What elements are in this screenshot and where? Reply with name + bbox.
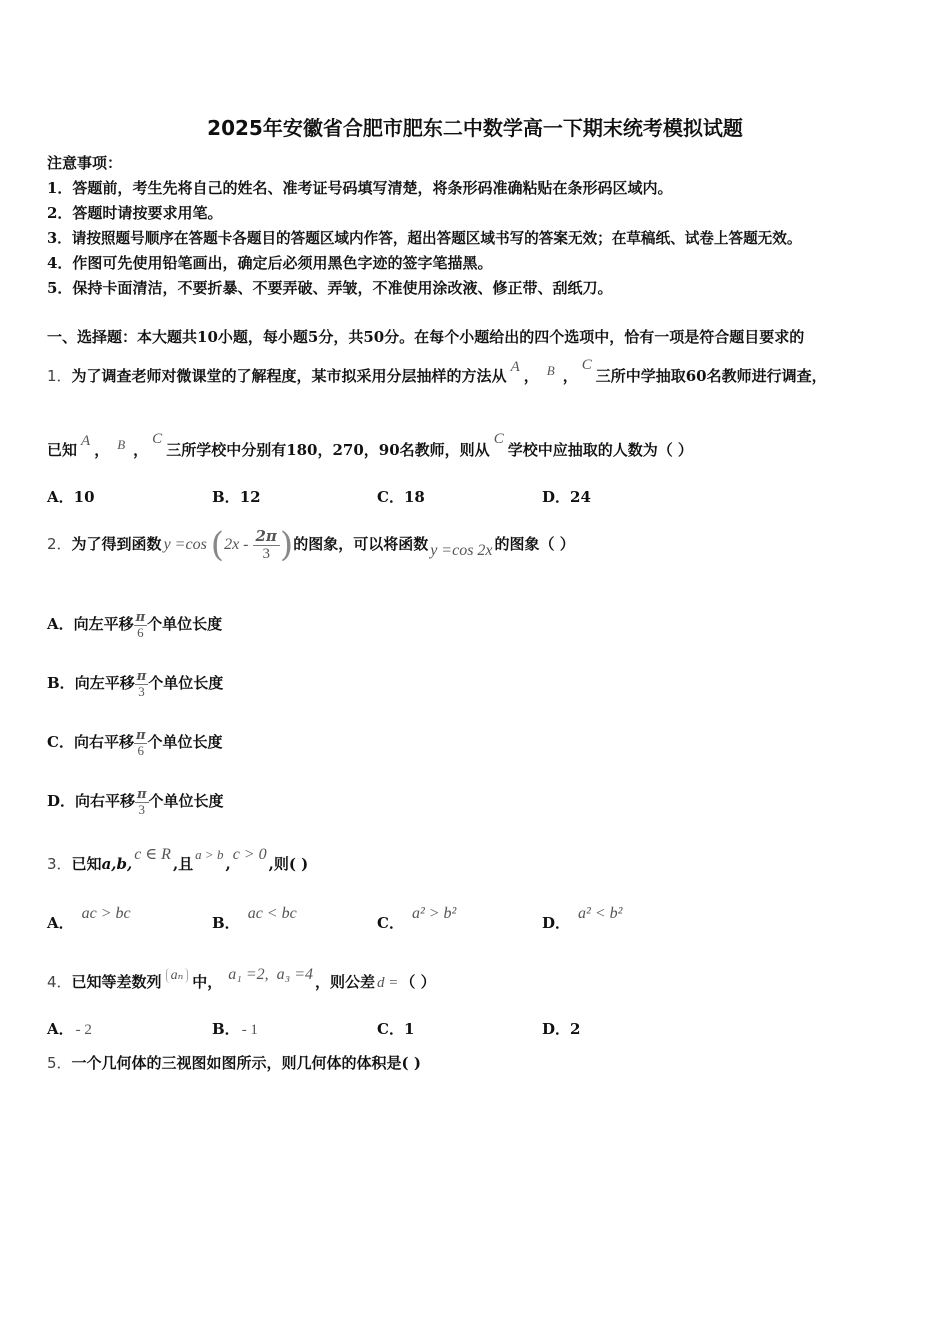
option-b: B．12 <box>212 488 261 506</box>
math-var: B <box>117 437 126 452</box>
question-1-line-1: 1．为了调查老师对微课堂的了解程度，某市拟采用分层抽样的方法从 A ， B ，C三所中学抽取60名教师进行调查， <box>47 357 827 385</box>
math-var: C <box>152 431 163 447</box>
notice-item-1: 1．答题前，考生先将自己的姓名、准考证号码填写清楚，将条形码准确粘贴在条形码区域内。 <box>47 179 673 197</box>
math-expr: 2x - <box>224 536 249 553</box>
option-c: C．1 <box>377 1020 415 1038</box>
math-expr: a > b <box>195 847 224 862</box>
option-b: B．ac < bc <box>212 905 297 932</box>
math-expr: aₙ <box>166 968 189 983</box>
notice-heading: 注意事项： <box>47 154 123 172</box>
option-d: D．向右平移 $\frac{\pi}{3}$ 个单位长度 <box>47 786 224 817</box>
math-var: C <box>581 357 592 373</box>
math-var: A <box>510 359 520 375</box>
notice-item-5: 5．保持卡面清洁，不要折暴、不要弄破、弄皱，不准使用涂改液、修正带、刮纸刀。 <box>47 279 613 297</box>
math-fraction: $\frac{\pi}{3}$ <box>137 786 147 817</box>
math-expr: y =cos <box>163 536 207 553</box>
option-d: D．a² < b² <box>542 905 623 932</box>
option-c: C．18 <box>377 488 425 506</box>
notice-item-4: 4．作图可先使用铅笔画出，确定后必须用黑色字迹的签字笔描黑。 <box>47 254 493 272</box>
math-expr: a₃ =4 <box>276 966 313 983</box>
question-5-line: 5．一个几何体的三视图如图所示，则几何体的体积是( ) <box>47 1054 421 1072</box>
math-var: B <box>546 363 555 378</box>
math-fraction: $\frac{\pi}{6}$ <box>135 609 146 640</box>
math-expr: y =cos 2x <box>430 542 493 559</box>
math-fraction: $\frac{\pi}{6}$ <box>135 727 146 758</box>
option-b: B．向左平移 $\frac{\pi}{3}$ 个单位长度 <box>47 668 224 699</box>
notice-item-3: 3．请按照题号顺序在答题卡各题目的答题区域内作答，超出答题区域书写的答案无效；在草稿纸、试卷上答题无效。 <box>47 230 802 247</box>
option-d: D．2 <box>542 1020 581 1038</box>
option-b: B． - 1 <box>212 1020 258 1038</box>
option-a: A．向左平移 $\frac{\pi}{6}$ 个单位长度 <box>47 609 223 640</box>
math-var: A <box>81 433 91 449</box>
math-var: C <box>493 431 504 447</box>
option-c: C．a² > b² <box>377 905 457 932</box>
section-heading: 一、选择题：本大题共10小题，每小题5分，共50分。在每个小题给出的四个选项中，恰有一项是符合题目要求的 <box>47 328 805 346</box>
question-number: 1． <box>47 367 72 385</box>
math-expr: c ∈ R <box>134 846 171 863</box>
question-1-line-2: 已知 A ， B ，C三所学校中分别有180，270，90名教师，则从C学校中应抽取的人数为（ ） <box>47 431 693 459</box>
question-4-line: 4．已知等差数列 aₙ 中， a₁ =2, a₃ =4 ，则公差 d = （ ） <box>47 966 436 991</box>
math-expr: d = <box>377 975 399 991</box>
math-expr: a₁ =2, <box>228 966 269 983</box>
option-c: C．向右平移 $\frac{\pi}{6}$ 个单位长度 <box>47 727 223 758</box>
option-a: A．ac > bc <box>47 905 131 932</box>
math-fraction: $\frac{2\pi}{3}$ <box>253 528 280 563</box>
option-d: D．24 <box>542 488 591 506</box>
math-fraction: $\frac{\pi}{3}$ <box>136 668 147 699</box>
notice-item-2: 2．答题时请按要求用笔。 <box>47 204 223 222</box>
option-a: A．10 <box>47 488 95 506</box>
option-a: A． - 2 <box>47 1020 92 1038</box>
page-title: 2025年安徽省合肥市肥东二中数学高一下期末统考模拟试题 <box>207 116 743 140</box>
question-3-line: 3．已知a,b,c ∈ R,且a > b,c > 0,则( ) <box>47 846 309 873</box>
question-2-line: 2．为了得到函数 y =cos (2x - $\frac{2\pi}{3}$ )的图象，可以将函数 y =cos 2x 的图象（ ） <box>47 525 575 565</box>
math-expr: c > 0 <box>232 846 267 863</box>
